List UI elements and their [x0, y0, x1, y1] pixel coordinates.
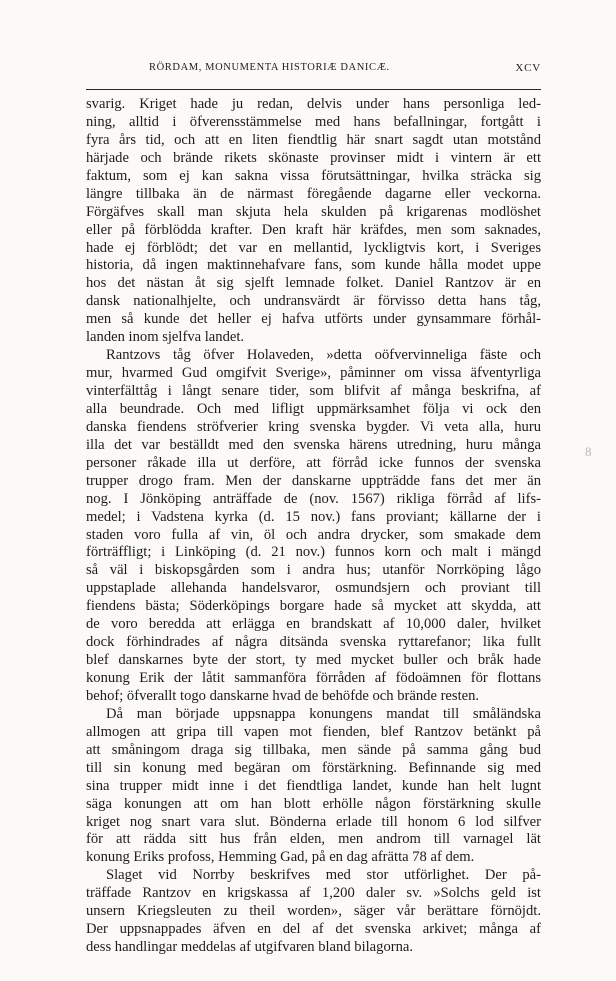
text-line: sina trupper midt inne i det fiendtliga landet, kunde han helt lugnt	[86, 777, 541, 794]
text-line: blef danskarnes byte der stort, ty med mycket buller och bråk hade	[86, 652, 541, 669]
page-header	[85, 62, 541, 78]
text-line: härjade och brände rikets skönaste provinser midt i vintern är ett	[86, 149, 541, 166]
text-line: längre tillbaka än de närmast föregående dagarne eller veckorna.	[86, 185, 541, 202]
text-line: nog. I Jönköping anträffade de (nov. 1567) rikliga förråd af lifs-	[86, 490, 541, 507]
text-line: dess handlingar meddelas af utgifvaren bland bilagorna.	[86, 939, 414, 956]
text-line: träffade Rantzov en krigskassa af 1,200 daler sv. »Solchs geld ist	[86, 885, 541, 902]
text-line: förträffligt; i Linköping (d. 21 nov.) funnos korn och malt i mängd	[86, 544, 541, 561]
text-line: illa det var beställdt med den svenska härens utredning, huru många	[86, 436, 541, 453]
text-line: kriget nog snart vara slut. Bönderna erlade till honom 6 lod silfver	[86, 813, 541, 830]
text-line: faktum, som ej kan sakna vissa förutsättningar, hvilka sträcka sig	[86, 167, 541, 184]
text-line: personer råkade illa ut derföre, att förråd icke funnos der svenska	[86, 454, 541, 471]
text-line: så väl i biskopsgården som i andra hus; utanför Norrköping lågo	[86, 562, 541, 579]
text-line: de voro beredda att erlägga en brandskatt af 10,000 daler, hvilket	[86, 616, 541, 633]
text-line: hade ej förblödt; det var en mellantid, lyckligtvis kort, i Sveriges	[86, 239, 541, 256]
text-line: svarig. Kriget hade ju redan, delvis under hans personliga led-	[86, 96, 541, 112]
paragraph-start: Då man började uppsnappa konungens mandat till småländska	[106, 705, 541, 722]
paragraph-start: Slaget vid Norrby beskrifves med stor utförlighet. Der på-	[106, 867, 541, 884]
text-line: till sin konung med begäran om förstärkning. Befinnande sig med	[86, 759, 541, 776]
text-line: för att rädda sitt hus från elden, men androm till varnagel lät	[86, 831, 541, 848]
text-line: Der uppsnappades äfven en del af det svenska arkivet; många af	[86, 921, 541, 938]
text-line: alla beundrade. Och med lifligt uppmärksamhet följa vi ock den	[86, 400, 541, 417]
text-line: danska fiendens ströfverier kring svenska bygder. Vi veta alla, huru	[86, 418, 541, 435]
body-text	[86, 96, 541, 957]
text-line: landen inom sjelfva landet.	[86, 329, 245, 346]
text-line: uppstaplade allehanda handelsvaror, osmundsjern och proviant till	[86, 580, 541, 597]
text-line: allmogen att gripa till vapen mot fienden, blef Rantzov betänkt på	[86, 723, 541, 740]
text-line: vinterfälttåg i långt senare tider, som blifvit af många beskrifna, af	[86, 383, 541, 399]
text-line: dock förhindrades af några ditsända svenska ryttarefanor; lika fullt	[86, 634, 541, 651]
text-line: Förgäfves skall man skjuta hela skulden på krigarenas modlöshet	[86, 203, 541, 220]
header-rule	[86, 89, 541, 90]
text-line: ning, alltid i öfverensstämmelse med hans befallningar, fortgått i	[86, 113, 541, 130]
text-line: eller på förblödda krafter. Den kraft här kräfdes, men som saknades,	[86, 221, 541, 238]
text-line: mur, hvarmed Gud omgifvit Sverige», påminner om vissa äfventyrliga	[86, 365, 541, 382]
text-line: fiendens bästa; Söderköpings borgare hade så mycket att skydda, att	[86, 598, 541, 615]
text-line: att småningom draga sig tillbaka, men sände på samma gång bud	[86, 741, 541, 758]
margin-mark: 8	[585, 444, 592, 459]
text-line: men så kunde det heller ej hafva utförts under gynsammare förhål-	[86, 311, 541, 328]
text-line: behof; öfverallt togo danskarne hvad de behöfde och brände resten.	[86, 687, 480, 704]
text-line: konung Eriks profoss, Hemming Gad, på en dag afrätta 78 af dem.	[86, 849, 475, 866]
text-line: medel; i Vadstena kyrka (d. 15 nov.) fans proviant; källarne der i	[86, 508, 541, 525]
text-line: hos det nästan åt sig sjelft lemnade folket. Daniel Rantzov är en	[86, 275, 541, 292]
text-line: staden voro fulla af vin, öl och andra drycker, som smakade dem	[86, 526, 541, 543]
text-line: dansk nationalhjelte, och undransvärdt är förvisso detta hans tåg,	[86, 293, 541, 310]
paragraph-start: Rantzovs tåg öfver Holaveden, »detta oöfvervinneliga fäste och	[106, 347, 541, 364]
text-line: historia, då ingen maktinnehafvare fans, som kunde hålla modet uppe	[86, 257, 541, 274]
text-line: trupper drogo fram. Men der danskarne uppträdde fans det mer än	[86, 472, 541, 489]
text-line: fyra års tid, och att en liten fiendtlig här snart sagdt utan motstånd	[86, 131, 541, 148]
text-line: konung Erik der låtit sammanföra förråden af födoämnen för flottans	[86, 670, 541, 686]
running-title: RÖRDAM, MONUMENTA HISTORIÆ DANICÆ.	[149, 62, 390, 73]
text-line: unsern Kriegsleuten zu theil worden», säger vår berättare förnöjdt.	[86, 903, 541, 920]
page-number: XCV	[515, 62, 541, 74]
text-line: säga konungen att om han blott erhölle någon förstärkning skulle	[86, 795, 541, 812]
